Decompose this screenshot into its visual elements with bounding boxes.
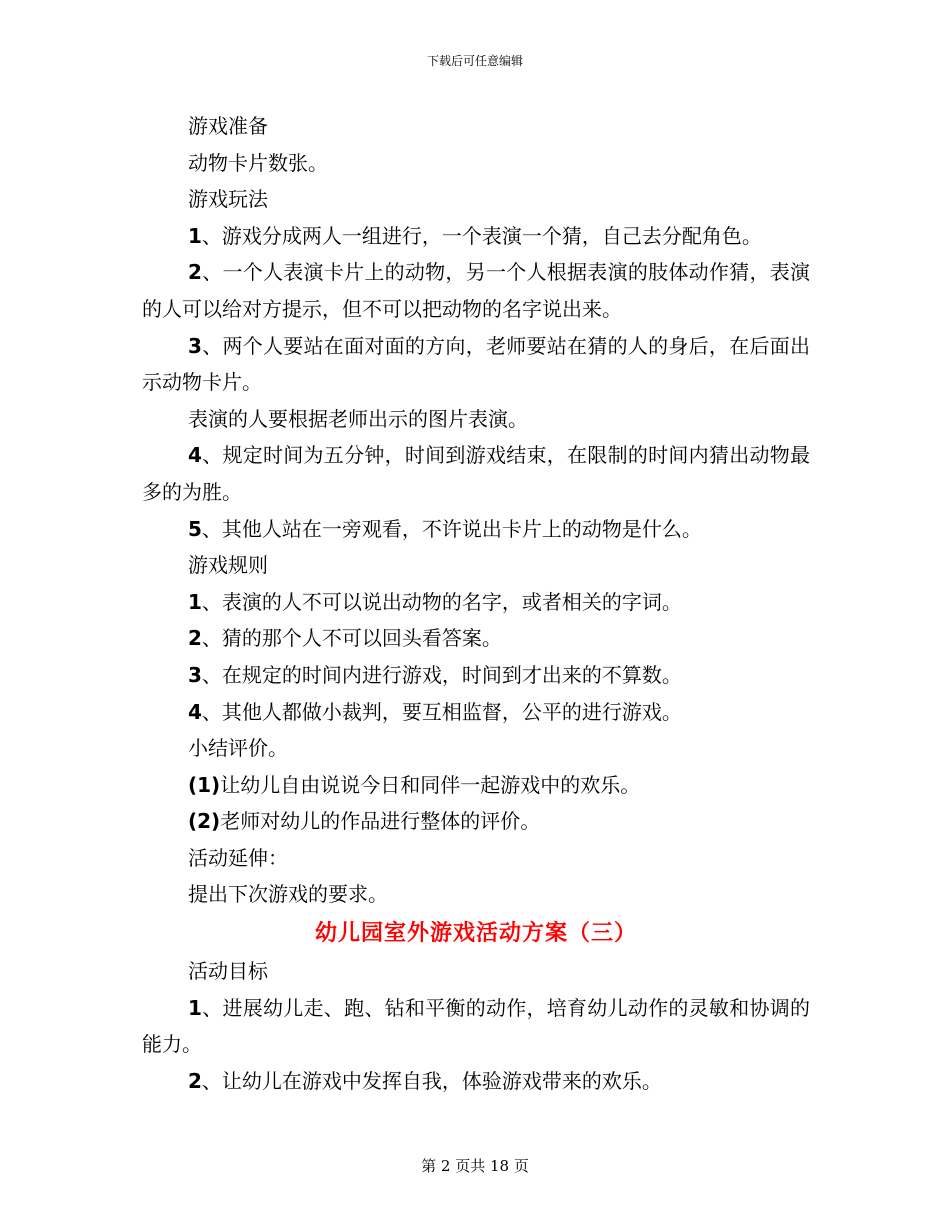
list-number: 1 [188, 589, 202, 614]
paragraph-text: 、其他人都做小裁判，要互相监督，公平的进行游戏。 [201, 699, 682, 724]
paragraph [142, 657, 810, 694]
section-game-content [142, 108, 810, 913]
paragraph [142, 876, 810, 913]
list-number: 4 [188, 699, 202, 724]
paragraph [142, 840, 810, 877]
paragraph [142, 437, 810, 510]
paragraph [142, 953, 810, 990]
paragraph [142, 694, 810, 731]
paragraph [142, 254, 810, 327]
list-number: 4 [188, 443, 202, 468]
paragraph [142, 108, 810, 145]
paragraph-text: 、一个人表演卡片上的动物，另一个人根据表演的肢体动作猜，表演的人可以给对方提示，但不可以把动物的名字说出来。 [142, 260, 810, 321]
paragraph-text: 、让幼儿在游戏中发挥自我，体验游戏带来的欢乐。 [201, 1068, 662, 1093]
list-number: 2 [188, 626, 202, 651]
paragraph-text: 活动目标 [188, 959, 268, 984]
paragraph [142, 1063, 810, 1100]
paragraph-text: 、规定时间为五分钟，时间到游戏结束，在限制的时间内猜出动物最多的为胜。 [142, 443, 810, 504]
paragraph-text: 、游戏分成两人一组进行，一个表演一个猜，自己去分配角色。 [201, 223, 762, 248]
list-number: 3 [188, 662, 202, 687]
list-number: 5 [188, 516, 202, 541]
paragraph-text: 游戏准备 [188, 114, 268, 138]
paragraph-text: 活动延伸： [188, 845, 288, 870]
list-number: (1) [188, 772, 221, 797]
paragraph-text: 、猜的那个人不可以回头看答案。 [201, 626, 502, 651]
list-number: 1 [188, 223, 202, 248]
list-number: (2) [188, 809, 221, 834]
paragraph [142, 547, 810, 584]
list-number: 3 [188, 333, 202, 358]
paragraph [142, 218, 810, 255]
section-title: 幼儿园室外游戏活动方案（三） [314, 920, 637, 947]
paragraph-text: 、在规定的时间内进行游戏，时间到才出来的不算数。 [201, 662, 682, 687]
paragraph-text: 、进展幼儿走、跑、钻和平衡的动作，培育幼儿动作的灵敏和协调的能力。 [142, 995, 810, 1057]
page-header: 下载后可任意编辑 [426, 54, 523, 68]
paragraph [142, 990, 810, 1063]
paragraph-text: 、表演的人不可以说出动物的名字，或者相关的字词。 [201, 589, 682, 614]
page-footer: 第 2 页共 18 页 [421, 1157, 529, 1175]
paragraph [142, 401, 810, 438]
document-body [142, 108, 810, 1099]
paragraph [142, 803, 810, 840]
paragraph-text: 老师对幼儿的作品进行整体的评价。 [220, 809, 541, 834]
paragraph [142, 730, 810, 767]
paragraph-text: 游戏规则 [188, 553, 268, 578]
paragraph [142, 328, 810, 401]
section-activity-goals [142, 953, 810, 1099]
paragraph-text: 让幼儿自由说说今日和同伴一起游戏中的欢乐。 [220, 772, 641, 797]
paragraph [142, 767, 810, 804]
paragraph-text: 动物卡片数张。 [188, 150, 328, 175]
paragraph-text: 表演的人要根据老师出示的图片表演。 [188, 406, 528, 431]
paragraph [142, 584, 810, 621]
paragraph-text: 、两个人要站在面对面的方向，老师要站在猜的人的身后，在后面出示动物卡片。 [142, 333, 810, 395]
list-number: 1 [188, 995, 202, 1020]
paragraph [142, 511, 810, 548]
list-number: 2 [188, 1068, 202, 1093]
paragraph [142, 620, 810, 657]
list-number: 2 [188, 260, 202, 285]
paragraph-text: 提出下次游戏的要求。 [188, 882, 388, 907]
paragraph-text: 、其他人站在一旁观看，不许说出卡片上的动物是什么。 [201, 516, 702, 541]
paragraph [142, 145, 810, 182]
paragraph-text: 小结评价。 [188, 736, 288, 761]
paragraph [142, 181, 810, 218]
paragraph-text: 游戏玩法 [188, 187, 268, 212]
